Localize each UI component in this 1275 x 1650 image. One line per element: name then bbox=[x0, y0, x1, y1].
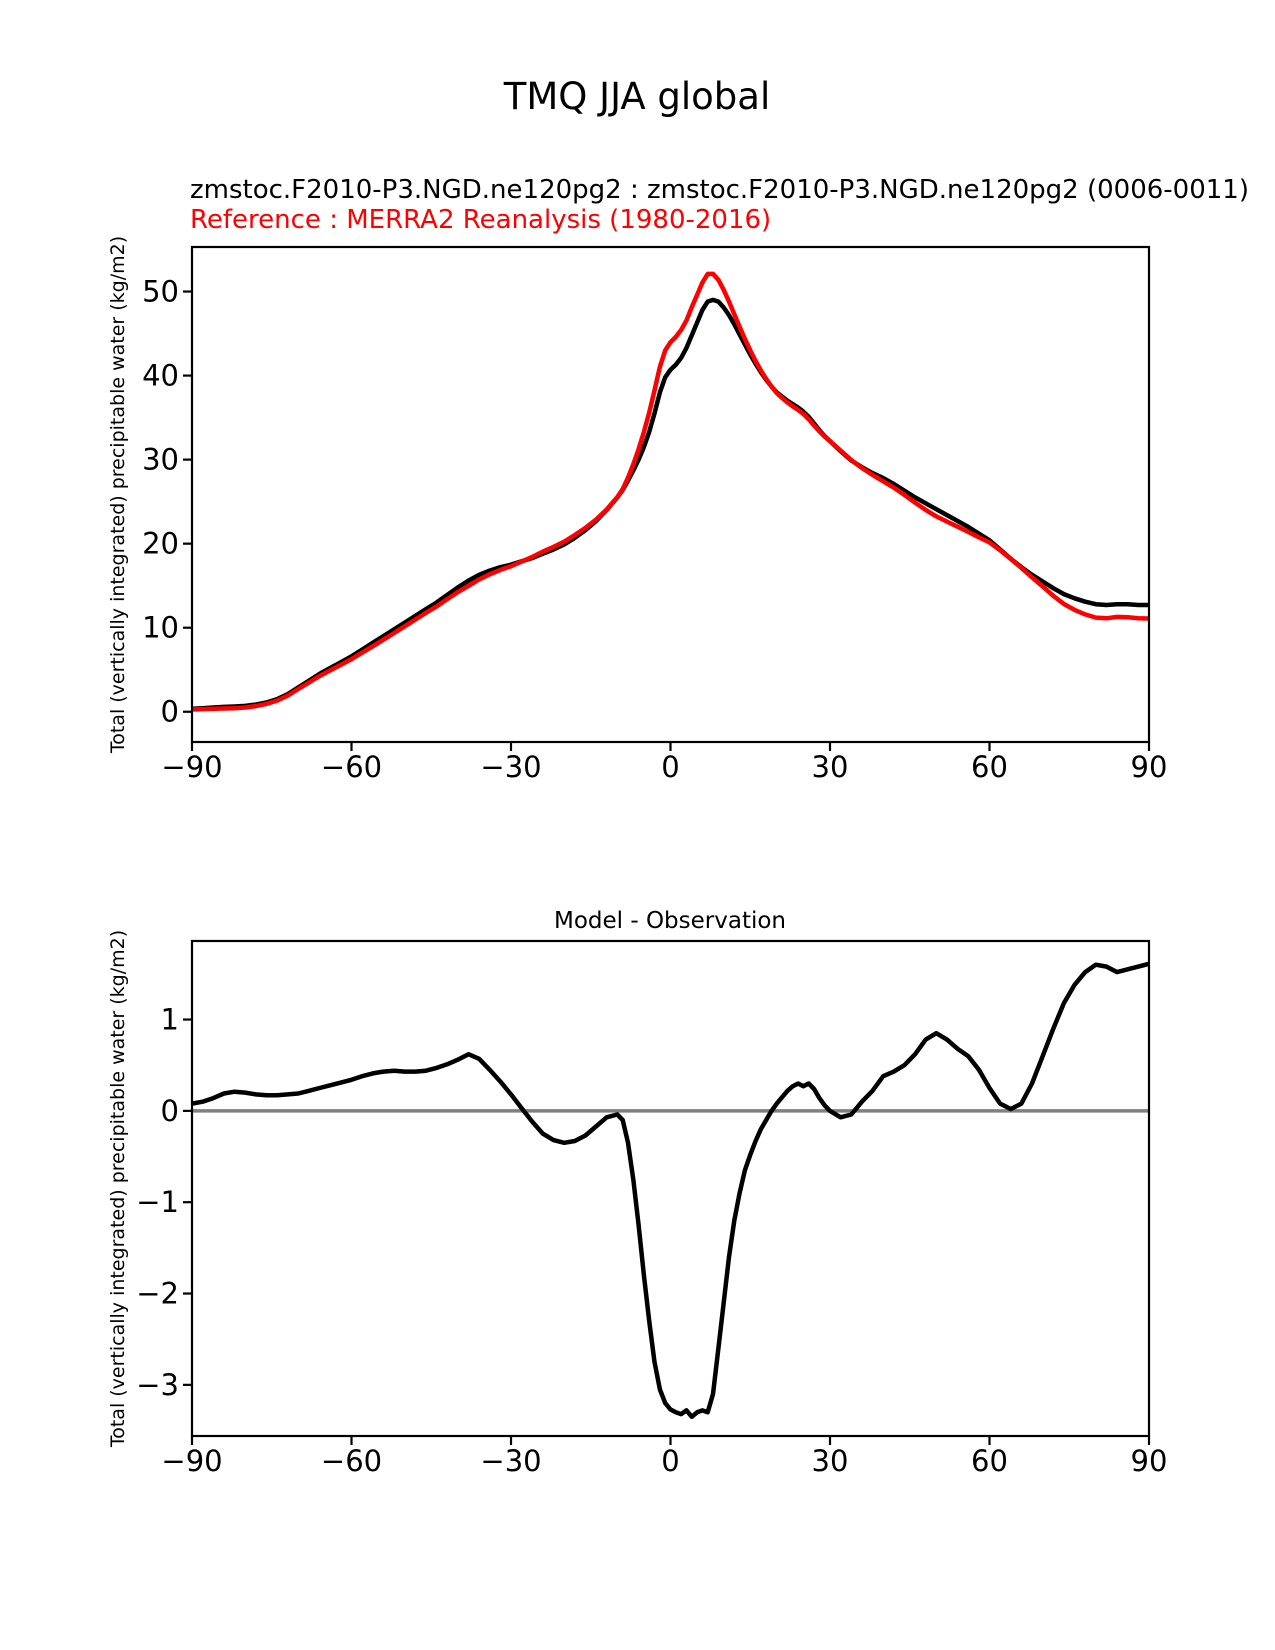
model-run-title: zmstoc.F2010-P3.NGD.ne120pg2 : zmstoc.F2010-P3.NGD.ne120pg2 (0006-0011) bbox=[190, 175, 1249, 205]
x-tick-label: −90 bbox=[161, 750, 223, 784]
x-tick-label: 90 bbox=[1130, 1444, 1168, 1478]
x-tick-label: −30 bbox=[480, 750, 542, 784]
x-tick-label: 60 bbox=[971, 1444, 1008, 1478]
x-tick-label: 0 bbox=[661, 1444, 680, 1478]
y-tick-label: −1 bbox=[136, 1185, 179, 1220]
x-tick-label: −90 bbox=[161, 1444, 223, 1478]
x-tick-label: −30 bbox=[480, 1444, 542, 1478]
y-tick-label: 1 bbox=[160, 1002, 179, 1037]
y-tick-label: 0 bbox=[160, 1093, 179, 1128]
axes-layer bbox=[136, 247, 1167, 1478]
y-tick-label: 30 bbox=[142, 442, 179, 477]
y-tick-label: −2 bbox=[136, 1276, 179, 1311]
y-tick-label: 40 bbox=[142, 358, 179, 393]
y-tick-label: 20 bbox=[142, 526, 179, 561]
figure-title: TMQ JJA global bbox=[503, 75, 771, 118]
y-tick-label: 50 bbox=[142, 274, 179, 309]
x-tick-label: 30 bbox=[811, 750, 849, 784]
x-tick-label: −60 bbox=[320, 750, 383, 784]
series-line-1-0 bbox=[192, 964, 1149, 1417]
x-tick-label: 30 bbox=[811, 1444, 849, 1478]
axes-box bbox=[192, 941, 1149, 1436]
reference-title: Reference : MERRA2 Reanalysis (1980-2016) bbox=[190, 205, 772, 235]
x-tick-label: 0 bbox=[661, 750, 680, 784]
y-tick-label: −3 bbox=[136, 1367, 179, 1402]
y-tick-label: 10 bbox=[142, 610, 179, 645]
y-tick-label: 0 bbox=[160, 694, 179, 729]
difference-plot-title: Model - Observation bbox=[553, 908, 787, 934]
top-y-axis-label: Total (vertically integrated) precipitable water (kg/m2) bbox=[107, 235, 129, 754]
series-line-0-1 bbox=[192, 274, 1149, 710]
series-line-0-0 bbox=[192, 300, 1149, 709]
x-tick-label: 90 bbox=[1130, 750, 1168, 784]
x-tick-label: 60 bbox=[971, 750, 1008, 784]
x-tick-label: −60 bbox=[320, 1444, 383, 1478]
bottom-y-axis-label: Total (vertically integrated) precipitable water (kg/m2) bbox=[107, 929, 129, 1448]
